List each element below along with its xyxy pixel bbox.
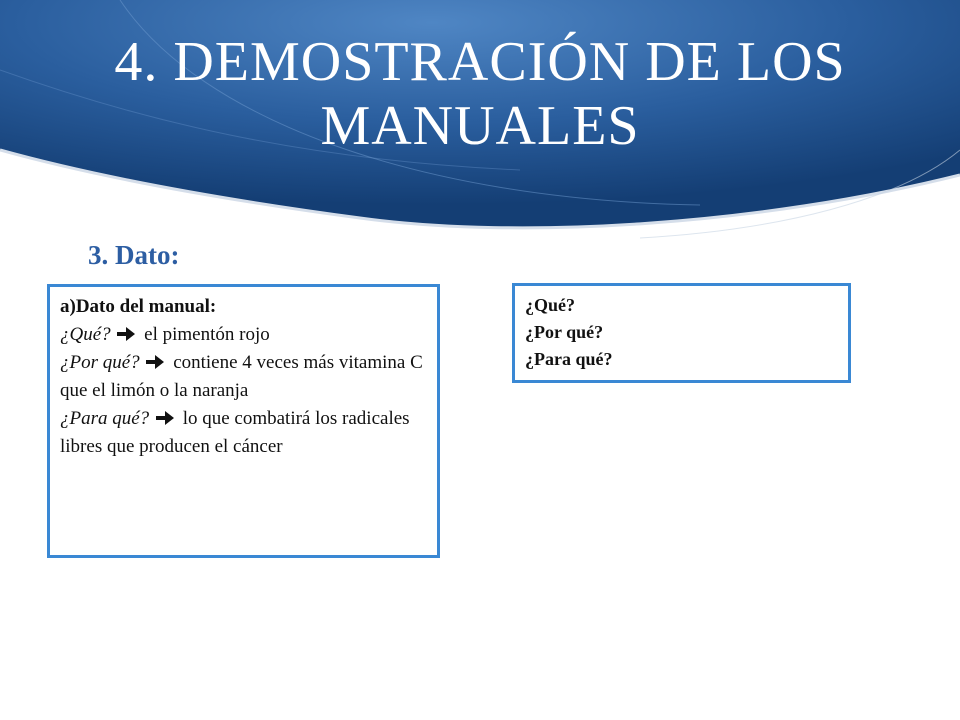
section-subtitle: 3. Dato: [88, 240, 180, 270]
question-label: ¿Para qué? [60, 408, 150, 429]
manual-data-box [47, 284, 440, 558]
box-heading: a)Dato del manual: [60, 296, 217, 317]
question-line: ¿Por qué? [525, 322, 604, 342]
item-por-que [60, 349, 427, 405]
answer-text: el pimentón rojo [144, 324, 270, 345]
question-line: ¿Para qué? [525, 349, 613, 369]
slide-title: 4. DEMOSTRACIÓN DE LOS MANUALES [114, 31, 846, 157]
question-label: ¿Qué? [60, 324, 111, 345]
item-que [60, 321, 427, 349]
answer-text: contiene 4 veces más vitamina C que el limón o la naranja [60, 352, 423, 401]
item-para-que [60, 405, 427, 461]
right-arrow-icon [146, 355, 164, 369]
right-arrow-icon [156, 411, 174, 425]
right-arrow-icon [117, 327, 135, 341]
question-line: ¿Qué? [525, 295, 576, 315]
answer-text: lo que combatirá los radicales libres que producen el cáncer [60, 408, 410, 457]
questions-box [512, 283, 851, 383]
question-label: ¿Por qué? [60, 352, 140, 373]
